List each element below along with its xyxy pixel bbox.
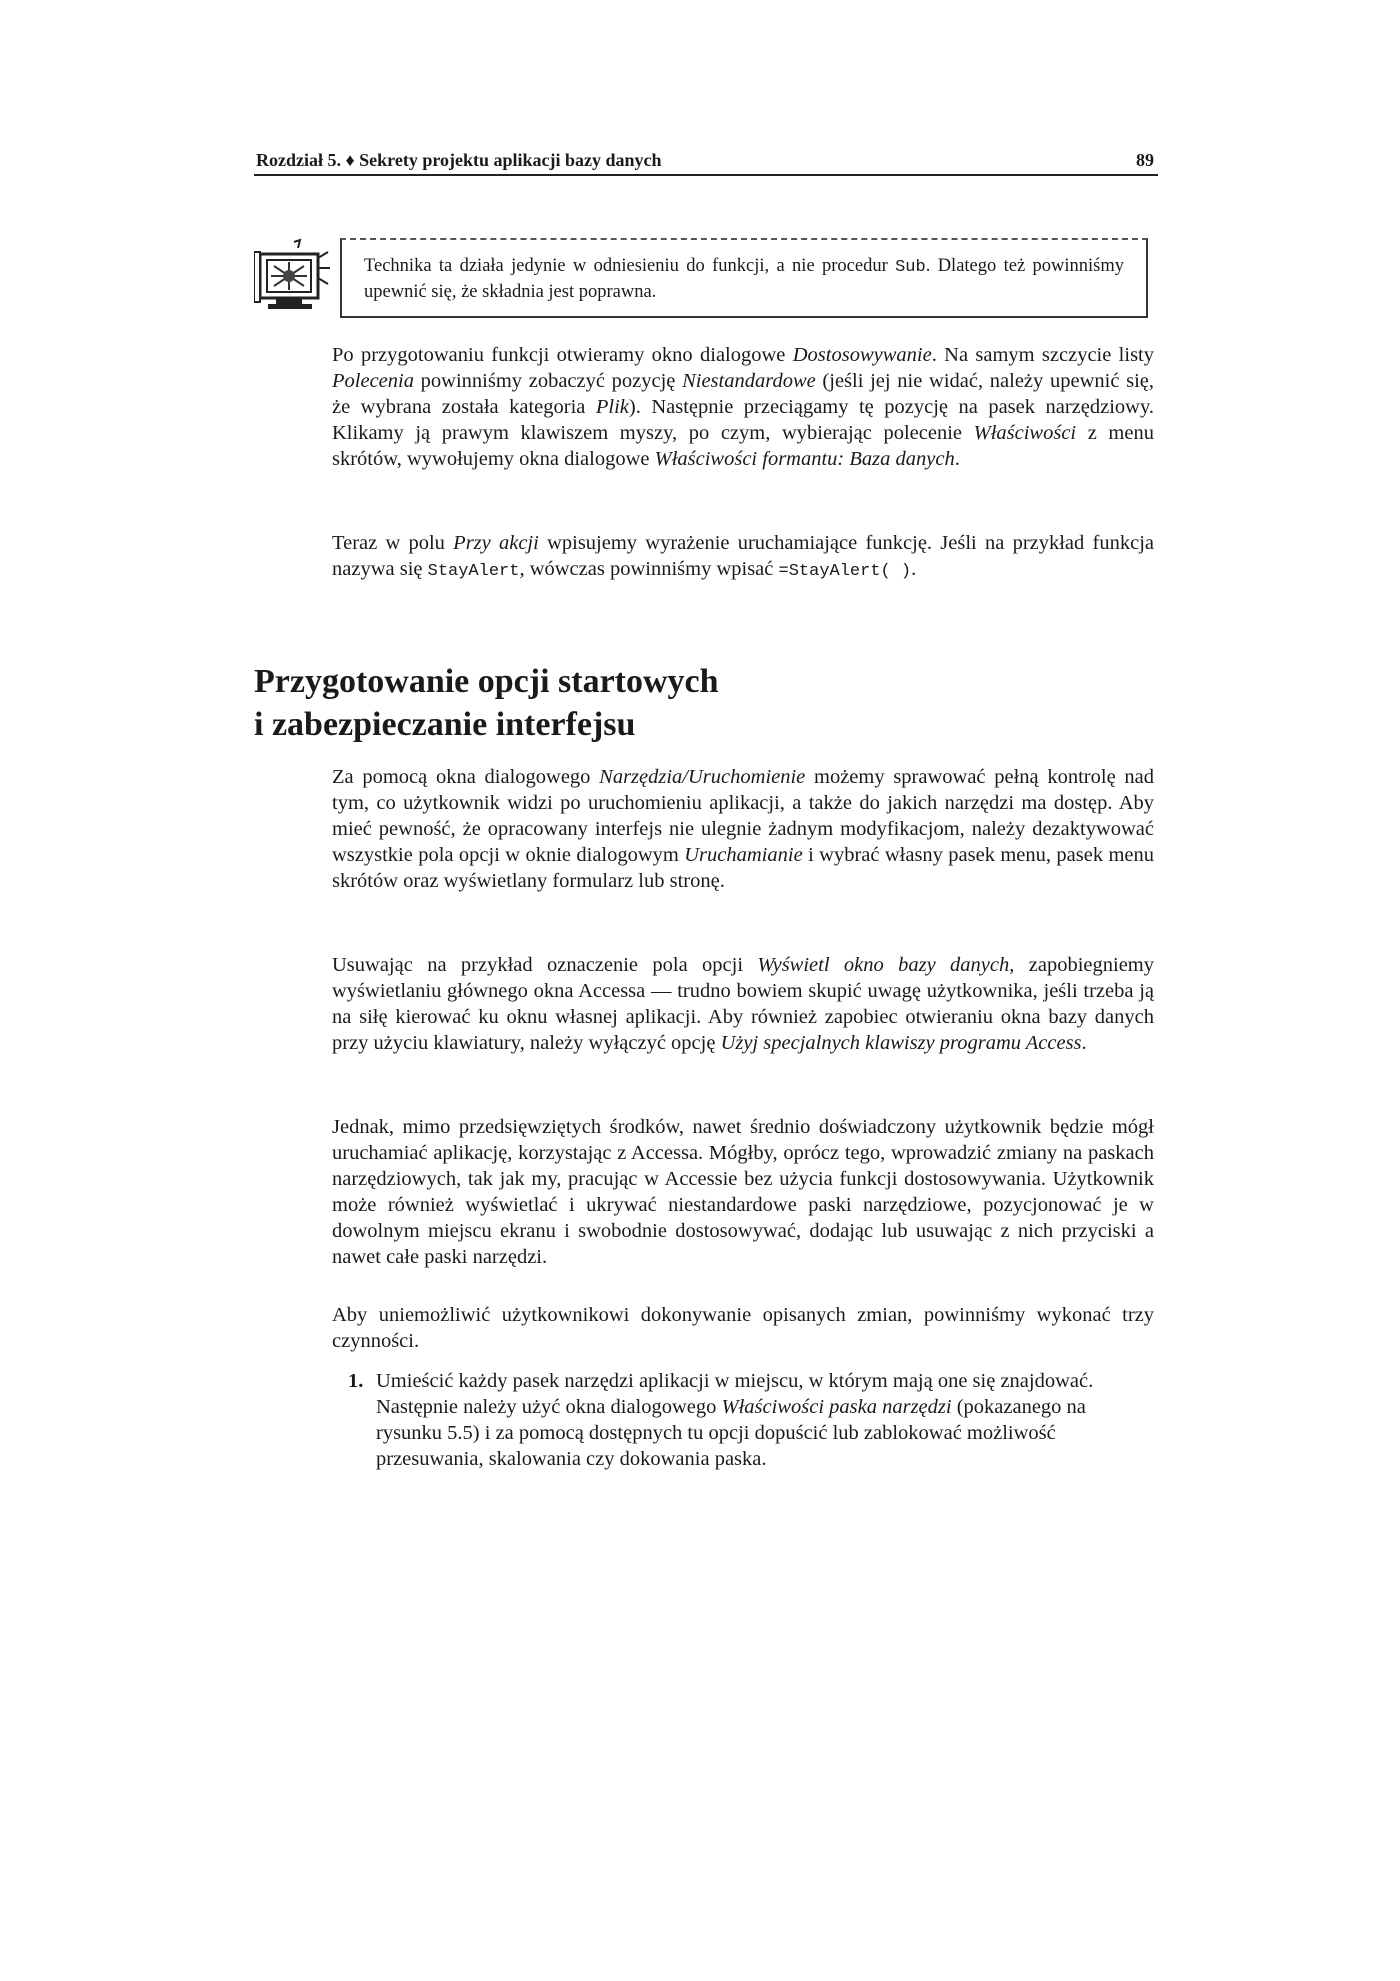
running-header [254, 150, 1158, 176]
computer-warning-icon [254, 238, 334, 314]
page-number: 89 [1136, 150, 1154, 170]
note-text-end: . Dlatego też powinniśmy upewnić się, że składnia jest poprawna. [364, 256, 1125, 302]
list-text: Umieścić każdy pasek narzędzi aplikacji w miejscu, w którym mają one się znajdować. Następnie należy użyć okna dialogowego Właściwości paska narzędzi (pokazanego na rysunku 5.5) i za pomocą dostępnych tu opcji dopuścić lub zablokować możliwość przesuwania, skalowania czy dokowania paska. [376, 1370, 1094, 1470]
list-number: 1. [348, 1370, 364, 1392]
paragraph-4: Usuwając na przykład oznaczenie pola opcji Wyświetl okno bazy danych, zapobiegniemy wyświetlaniu głównego okna Accessa — trudno bowiem skupić uwagę użytkownika, jeśli trzeba ją na siłę kierować ku oknu własnej aplikacji. Aby również zapobiec otwieraniu okna bazy danych przy użyciu klawiatury, należy wyłączyć opcję Użyj specjalnych klawiszy programu Access. [332, 954, 1154, 1054]
paragraph-1: Po przygotowaniu funkcji otwieramy okno dialogowe Dostosowywanie. Na samym szczycie listy Polecenia powinniśmy zobaczyć pozycję Niestandardowe (jeśli jej nie widać, należy upewnić się, że wybrana została kategoria Plik). Następnie przeciągamy tę pozycję na pasek narzędziowy. Klikamy ją prawym klawiszem myszy, po czym, wybierając polecenie Właściwości z menu skrótów, wywołujemy okna dialogowe Właściwości formantu: Baza danych. [332, 344, 1155, 470]
section-heading: Przygotowanie opcji startowych i zabezpieczanie interfejsu [254, 663, 719, 743]
paragraph-5: Jednak, mimo przedsięwziętych środków, nawet średnio doświadczony użytkownik będzie mógł uruchamiać aplikację, korzystając z Accessa. Mógłby, oprócz tego, wprowadzić zmiany na paskach narzędziowych, tak jak my, pracując w Accessie bez użycia funkcji dostosowywania. Użytkownik może również wyświetlać i ukrywać niestandardowe paski narzędziowe, pozycjonować je w dowolnym miejscu ekranu i swobodnie dostosowywać, dodając lub usuwając z nich przyciski a nawet całe paski narzędzi. [332, 1116, 1154, 1268]
chapter-title: Rozdział 5. ♦ Sekrety projektu aplikacji bazy danych [256, 150, 662, 170]
code-stayalert: StayAlert [427, 562, 520, 581]
paragraph-2: Teraz w polu Przy akcji wpisujemy wyrażenie uruchamiające funkcję. Jeśli na przykład funkcja nazywa się StayAlert, wówczas powinniśmy wpisać =StayAlert( ). [332, 532, 1154, 581]
note-text: Technika ta działa jedynie w odniesieniu do funkcji, a nie procedur [364, 256, 896, 276]
note-code: Sub [895, 258, 926, 277]
note-box [340, 238, 1148, 318]
paragraph-6: Aby uniemożliwić użytkownikowi dokonywanie opisanych zmian, powinniśmy wykonać trzy czynności. [332, 1304, 1154, 1352]
code-stayalert-call: =StayAlert( ) [778, 562, 912, 581]
paragraph-3: Za pomocą okna dialogowego Narzędzia/Uruchomienie możemy sprawować pełną kontrolę nad tym, co użytkownik widzi po uruchomieniu aplikacji, a także do jakich narzędzi ma dostęp. Aby mieć pewność, że opracowany interfejs nie ulegnie żadnym modyfikacjom, należy dezaktywować wszystkie pola opcji w oknie dialogowym Uruchamianie i wybrać własny pasek menu, pasek menu skrótów oraz wyświetlany formularz lub stronę. [332, 766, 1155, 892]
